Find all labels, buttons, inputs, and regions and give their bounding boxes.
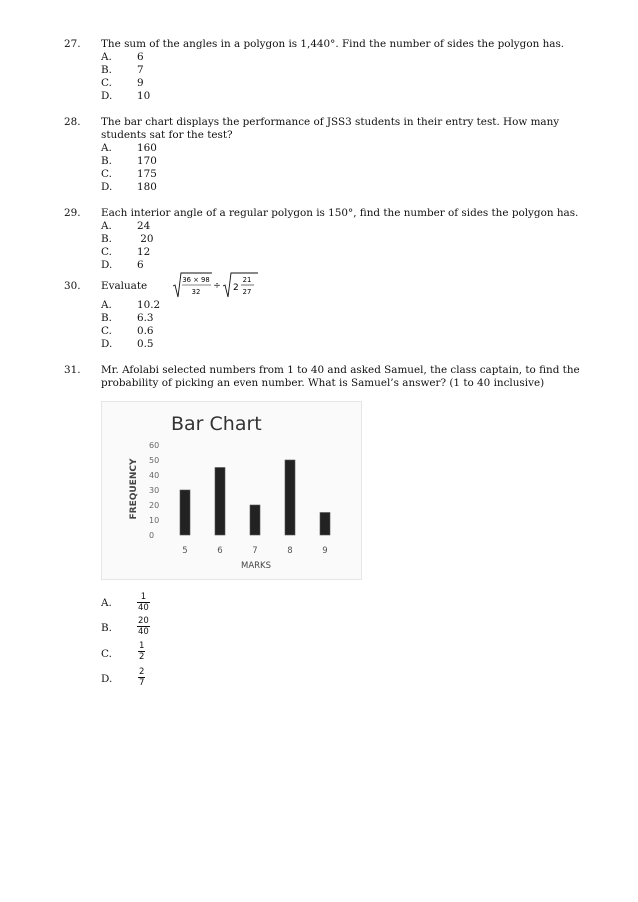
fraction-d [138,667,145,688]
question-text: The sum of the angles in a polygon is 1,440°. Find the number of sides the polygon has. [101,38,565,50]
y-tick-label: 40 [149,471,160,480]
y-tick-label: 30 [149,486,160,495]
option-value: 0.5 [137,338,154,350]
math-expression [170,270,260,300]
y-tick-label: 60 [149,441,160,450]
option-letter: D. [101,259,113,271]
bar-9 [320,513,330,536]
option-letter: A. [101,597,112,609]
x-tick-label: 7 [252,546,258,556]
denominator: 2 [139,652,145,662]
question-number: 28. [64,116,81,128]
option-value: 24 [137,220,151,232]
option-value: 10.2 [137,299,161,311]
question-text: Each interior angle of a regular polygon is 150°, find the number of sides the polygon has. [101,207,579,219]
option-letter: C. [101,77,112,89]
bar-chart-image [101,401,362,580]
y-tick-label: 0 [149,531,155,540]
option-value: 170 [137,155,157,167]
y-tick-label: 10 [149,516,160,525]
option-letter: D. [101,673,113,685]
option-value: 12 [137,246,151,258]
y-tick-label: 20 [149,501,160,510]
option-letter: C. [101,168,112,180]
option-letter: B. [101,312,112,324]
question-text: The bar chart displays the performance of JSS3 students in their entry test. How many students sat for the test? [101,116,560,141]
question-number: 27. [64,38,81,50]
mixed-whole: 2 [233,283,239,293]
option-value: 7 [137,64,144,76]
numerator: 2 [139,667,145,677]
y-tick-label: 50 [149,456,160,465]
x-tick-label: 5 [182,546,188,556]
option-letter: C. [101,648,112,660]
option-letter: A. [101,299,112,311]
option-letter: B. [101,622,112,634]
denominator: 7 [139,678,145,688]
option-letter: A. [101,142,112,154]
option-value: 20 [137,233,154,245]
question-number: 29. [64,207,81,219]
option-letter: C. [101,325,112,337]
option-value: 10 [137,90,151,102]
x-tick-label: 6 [217,546,223,556]
fraction-c [138,641,145,662]
y-axis-label: FREQUENCY [129,458,139,520]
numerator: 1 [137,592,150,603]
x-tick-label: 8 [287,546,293,556]
bar-8 [285,460,295,535]
option-value: 160 [137,142,157,154]
frac2-numerator: 21 [242,276,252,284]
fraction-a [137,592,150,613]
bar-5 [180,490,190,535]
x-axis-label: MARKS [240,561,272,571]
frac1-denominator: 32 [191,288,201,296]
numerator: 20 [138,616,149,626]
option-value: 180 [137,181,157,193]
option-value: 6 [137,51,144,63]
denominator: 40 [138,603,149,613]
option-value: 0.6 [137,325,154,337]
x-tick-label: 9 [322,546,328,556]
option-letter: D. [101,338,113,350]
numerator: 1 [139,641,145,651]
option-letter: D. [101,181,113,193]
option-value: 175 [137,168,157,180]
option-letter: A. [101,51,112,63]
option-value: 9 [137,77,144,89]
option-letter: B. [101,155,112,167]
chart-title: Bar Chart [171,413,262,435]
question-number: 31. [64,364,81,376]
bar-7 [250,505,260,535]
option-letter: B. [101,64,112,76]
bar-chart [101,401,362,580]
frac2-denominator: 27 [242,288,252,296]
frac1-numerator: 36 × 98 [182,276,210,284]
denominator: 40 [138,627,149,637]
bar-6 [215,468,225,536]
option-value: 6 [137,259,144,271]
question-number: 30. [64,280,81,292]
option-letter: C. [101,246,112,258]
fraction-b [137,616,150,637]
option-letter: B. [101,233,112,245]
divide-sign: ÷ [213,281,221,291]
option-letter: A. [101,220,112,232]
option-letter: D. [101,90,113,102]
question-text: Mr. Afolabi selected numbers from 1 to 40 and asked Samuel, the class captain, to find the probability of picking an even number. What is Samuel’s answer? (1 to 40 inclusive) [101,364,580,389]
question-text: Evaluate [101,280,148,292]
option-value: 6.3 [137,312,154,324]
